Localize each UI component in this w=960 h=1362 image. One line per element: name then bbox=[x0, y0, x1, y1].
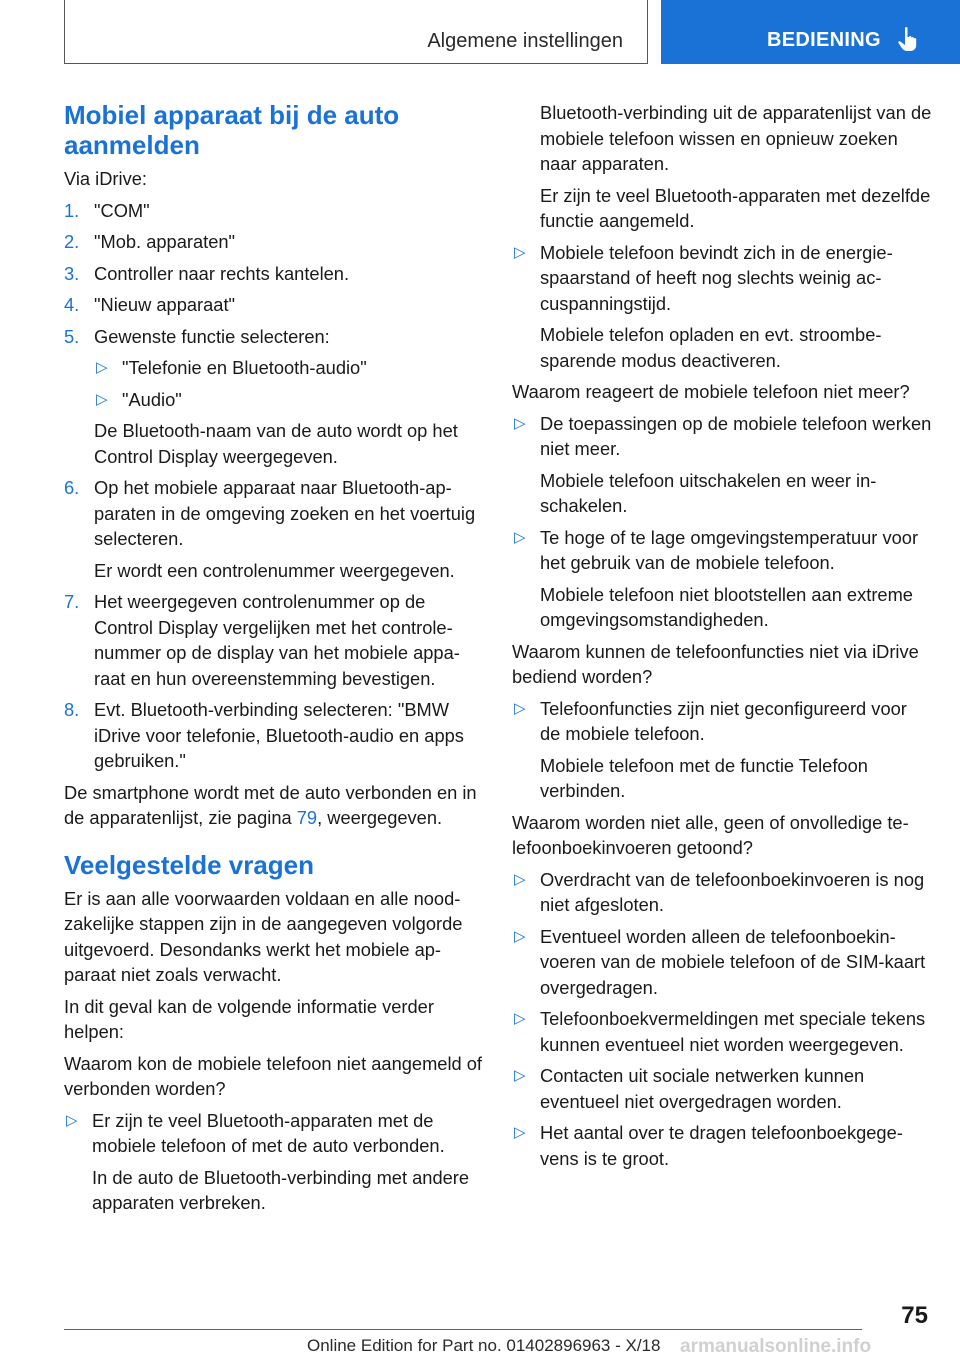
option-item bbox=[94, 355, 482, 381]
step-text: Gewenste functie selecteren: bbox=[94, 325, 330, 347]
step-7 bbox=[64, 589, 482, 691]
bullet-icon: ▷ bbox=[514, 528, 526, 546]
faq-bullet-text: Te hoge of te lage omgevingstemperatuur voor het gebruik van de mobiele telefoon. bbox=[540, 526, 919, 573]
faq-bullet-note: In de auto de Bluetooth-verbinding met andere apparaten verbreken. bbox=[92, 1166, 470, 1213]
section-heading-faq: Veelgestelde vragen bbox=[64, 849, 315, 880]
bullet-icon: ▷ bbox=[514, 927, 526, 945]
section-heading-register: Mobiel apparaat bij de auto aanmelden bbox=[64, 100, 400, 160]
bullet-icon: ▷ bbox=[514, 414, 526, 432]
connected-text-end: , weergegeven. bbox=[317, 807, 443, 828]
faq-bullet-note: Mobiele telefoon met de functie Telefoon verbinden. bbox=[540, 754, 868, 801]
section-tab bbox=[64, 0, 648, 64]
faq-question: Waarom worden niet alle, geen of onvolledige telefoonboekinvoeren getoond? bbox=[512, 811, 909, 858]
faq-bullet-text: Mobiele telefoon bevindt zich in de energiespaarstand of heeft nog slechts weinig accuspanningstijd. bbox=[540, 241, 893, 314]
faq-bullet bbox=[512, 1006, 932, 1057]
step-number: 6. bbox=[64, 477, 80, 498]
bullet-icon: ▷ bbox=[514, 1124, 526, 1141]
faq-bullet-note: Mobiele telefoon niet blootstellen aan extreme omgevingsomstandigheden. bbox=[540, 583, 913, 630]
section-title: Algemene instellingen bbox=[427, 30, 623, 52]
faq-intro-2: In dit geval kan de volgende informatie verder helpen: bbox=[64, 995, 434, 1042]
faq-question: Waarom kunnen de telefoonfuncties niet via iDrive bediend worden? bbox=[512, 640, 919, 687]
faq-bullet-note: Mobiele telefon opladen en evt. stroombesparende modus deactiveren. bbox=[540, 324, 882, 371]
faq-bullet-text: Eventueel worden alleen de telefoonboekinvoeren van de mobiele telefoon of de SIM-kaart overgedragen. bbox=[540, 925, 926, 998]
faq-bullet-text: Het aantal over te dragen telefoonboekgegevens is te groot. bbox=[540, 1122, 903, 1169]
step-number: 4. bbox=[64, 294, 80, 315]
connected-text: De smartphone wordt met de auto verbonden en in de apparatenlijst, zie pagina bbox=[64, 781, 477, 828]
bullet-icon: ▷ bbox=[96, 390, 108, 408]
faq-bullet bbox=[512, 411, 932, 519]
faq-bullet bbox=[512, 240, 932, 374]
step-text: Evt. Bluetooth-verbinding selecteren: "BMW iDrive voor telefonie, Bluetooth-audio en apps gebruiken." bbox=[94, 699, 464, 771]
step-text: Op het mobiele apparaat naar Bluetooth-apparaten in de omgeving zoeken en het voertuig selecteren. bbox=[94, 477, 476, 549]
page-number: 75 bbox=[901, 1302, 928, 1329]
step-note: Er wordt een controlenummer weergegeven. bbox=[94, 559, 455, 581]
faq-bullet-text: Overdracht van de telefoonboekinvoeren is nog niet afgesloten. bbox=[540, 868, 925, 915]
edition-info: Online Edition for Part no. 01402896963 - X/18 bbox=[307, 1336, 661, 1355]
faq-bullet bbox=[512, 1120, 932, 1171]
page-header bbox=[0, 0, 960, 66]
faq-bullet bbox=[512, 924, 932, 1001]
faq-bullet bbox=[512, 1063, 932, 1114]
faq-bullet bbox=[64, 1108, 482, 1216]
step-3 bbox=[64, 261, 482, 287]
bullet-icon: ▷ bbox=[66, 1111, 78, 1129]
faq-question: Waarom reageert de mobiele telefoon niet meer? bbox=[512, 381, 910, 402]
step-6 bbox=[64, 475, 482, 583]
step-1 bbox=[64, 198, 482, 224]
pointing-hand-icon bbox=[897, 26, 919, 52]
faq-bullet bbox=[512, 696, 932, 804]
faq-intro: Er is aan alle voorwaarden voldaan en alle noodzakelijke stappen zijn in de aangegeven volgorde uitgevoerd. Desondanks werkt het mobiele apparaat niet zoals verwacht. bbox=[64, 887, 463, 985]
option-text: "Audio" bbox=[122, 388, 182, 410]
watermark: armanualsonline.info bbox=[680, 1336, 872, 1357]
faq-bullet-text: Contacten uit sociale netwerken kunnen eventueel niet overgedragen worden. bbox=[540, 1065, 865, 1112]
faq-question: Waarom kon de mobiele telefoon niet aangemeld of verbonden worden? bbox=[64, 1052, 483, 1099]
step-8 bbox=[64, 697, 482, 774]
step-number: 5. bbox=[64, 325, 80, 347]
step-text: "Nieuw apparaat" bbox=[94, 294, 236, 315]
bullet-icon: ▷ bbox=[514, 243, 526, 261]
faq-bullet bbox=[512, 525, 932, 633]
faq-bullet-text: Er zijn te veel Bluetooth-apparaten met de mobiele telefoon of met de auto verbonden. bbox=[92, 1109, 445, 1156]
right-column bbox=[512, 100, 932, 1171]
step-text: "COM" bbox=[94, 199, 150, 221]
faq-continuation bbox=[512, 100, 932, 234]
page-reference-link[interactable]: 79 bbox=[296, 807, 318, 828]
step-number: 2. bbox=[64, 231, 80, 252]
step-text: Het weergegeven controlenummer op de Control Display vergelijken met het controlenummer op de display van het mobiele apparaat en hun overeenstemming bevestigen. bbox=[94, 591, 460, 689]
step-2 bbox=[64, 229, 482, 255]
via-idrive-label: Via iDrive: bbox=[64, 168, 147, 189]
step-number: 3. bbox=[64, 262, 80, 284]
bullet-icon: ▷ bbox=[514, 1067, 526, 1084]
chapter-title: BEDIENING bbox=[767, 29, 881, 51]
bullet-icon: ▷ bbox=[514, 1010, 526, 1027]
bullet-icon: ▷ bbox=[514, 870, 526, 888]
faq-bullet-text: De toepassingen op de mobiele telefoon werken niet meer. bbox=[540, 412, 932, 459]
footer-divider bbox=[64, 1329, 862, 1330]
connected-paragraph bbox=[64, 780, 482, 831]
step-number: 7. bbox=[64, 591, 80, 612]
faq-bullet bbox=[512, 867, 932, 918]
step-text: "Mob. apparaten" bbox=[94, 231, 236, 252]
faq-bullet-text: Telefoonboekvermeldingen met speciale tekens kunnen eventueel niet worden weergegeven. bbox=[540, 1008, 926, 1055]
left-column bbox=[64, 100, 482, 1216]
step-number: 8. bbox=[64, 699, 80, 720]
step-text: Controller naar rechts kantelen. bbox=[94, 262, 350, 284]
faq-bullet-note: Mobiele telefoon uitschakelen en weer inschakelen. bbox=[540, 469, 877, 516]
step-4 bbox=[64, 292, 482, 318]
option-item bbox=[94, 387, 482, 413]
bullet-icon: ▷ bbox=[514, 699, 526, 717]
faq-bullet-note: Er zijn te veel Bluetooth-apparaten met dezelfde functie aangemeld. bbox=[540, 184, 931, 231]
bullet-icon: ▷ bbox=[96, 359, 108, 376]
step-note: De Bluetooth-naam van de auto wordt op het Control Display weergegeven. bbox=[94, 420, 458, 467]
faq-bullet-note: Bluetooth-verbinding uit de apparatenlijst van de mobiele telefoon wissen en opnieuw zoeken naar apparaten. bbox=[540, 102, 932, 174]
chapter-tab bbox=[661, 0, 960, 64]
step-5 bbox=[64, 324, 482, 470]
faq-bullet-text: Telefoonfuncties zijn niet geconfigureerd voor de mobiele telefoon. bbox=[540, 697, 907, 744]
step-number: 1. bbox=[64, 199, 80, 221]
option-text: "Telefonie en Bluetooth-audio" bbox=[122, 357, 367, 378]
